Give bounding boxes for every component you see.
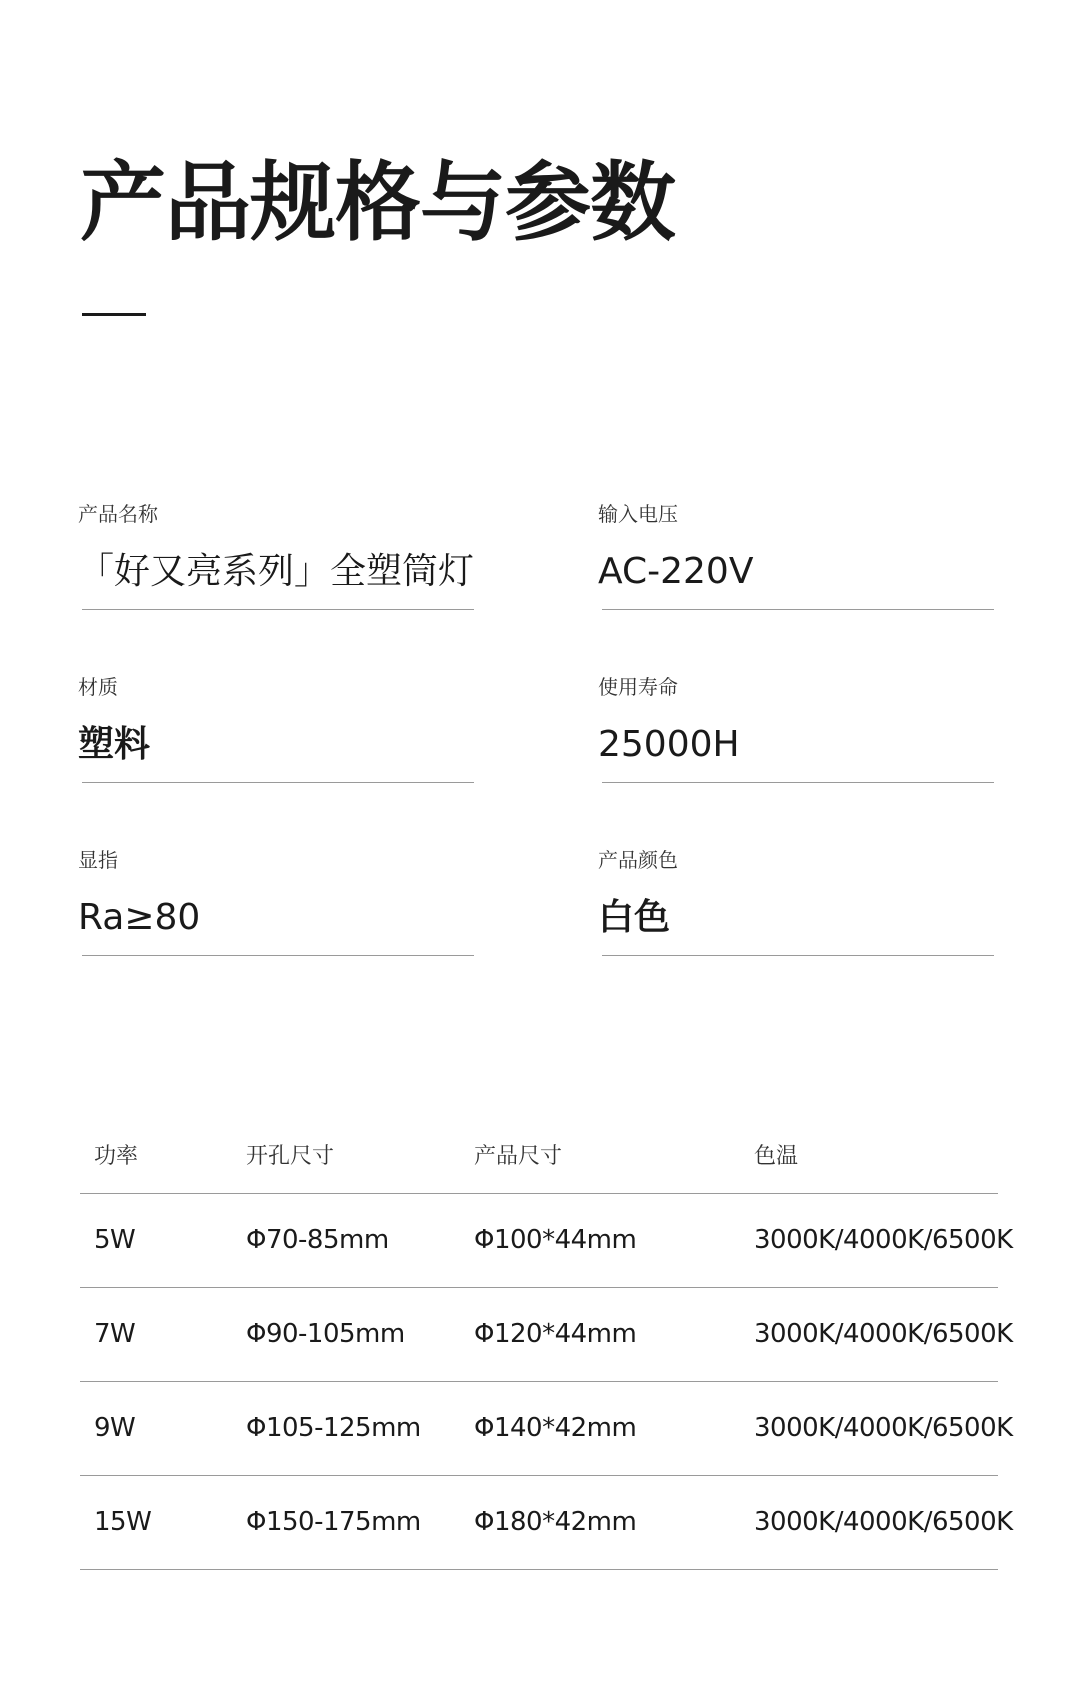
cell-product-size: Φ120*44mm xyxy=(474,1319,637,1349)
spec-input-voltage xyxy=(598,502,998,594)
cell-product-size: Φ100*44mm xyxy=(474,1225,637,1255)
spec-value: Ra≥80 xyxy=(78,897,201,938)
cell-product-size: Φ180*42mm xyxy=(474,1507,637,1537)
cell-color-temperature: 3000K/4000K/6500K xyxy=(754,1507,1013,1537)
cell-cutout-size: Φ90-105mm xyxy=(246,1319,405,1349)
spec-divider xyxy=(602,782,994,783)
table-row xyxy=(80,1382,1013,1476)
table-header-row xyxy=(80,1140,998,1194)
spec-label: 材质 xyxy=(78,675,118,699)
header-power: 功率 xyxy=(94,1144,139,1169)
spec-material xyxy=(78,675,478,767)
cell-product-size: Φ140*42mm xyxy=(474,1413,637,1443)
spec-label: 使用寿命 xyxy=(598,675,678,699)
table-row xyxy=(80,1476,1013,1570)
spec-divider xyxy=(602,609,994,610)
cell-cutout-size: Φ70-85mm xyxy=(246,1225,389,1255)
title-underline xyxy=(82,313,146,316)
table-row xyxy=(80,1194,1013,1288)
spec-product-color xyxy=(598,848,998,940)
cell-power: 9W xyxy=(94,1413,136,1443)
cell-power: 7W xyxy=(94,1319,136,1349)
spec-value: 25000H xyxy=(598,724,740,765)
spec-value: 「好又亮系列」全塑筒灯 xyxy=(78,551,475,592)
table-row xyxy=(80,1288,1013,1382)
cell-color-temperature: 3000K/4000K/6500K xyxy=(754,1319,1013,1349)
spec-divider xyxy=(82,955,474,956)
cell-power: 5W xyxy=(94,1225,136,1255)
spec-product-name xyxy=(78,502,478,594)
spec-divider xyxy=(82,609,474,610)
spec-label: 产品名称 xyxy=(78,502,158,526)
model-spec-table xyxy=(80,1140,1013,1570)
spec-label: 产品颜色 xyxy=(598,848,678,872)
spec-cri xyxy=(78,848,478,940)
header-product-size: 产品尺寸 xyxy=(474,1144,563,1169)
spec-divider xyxy=(602,955,994,956)
cell-power: 15W xyxy=(94,1507,152,1537)
header-color-temperature: 色温 xyxy=(754,1144,799,1169)
spec-value: 白色 xyxy=(598,897,671,938)
cell-cutout-size: Φ105-125mm xyxy=(246,1413,421,1443)
spec-divider xyxy=(82,782,474,783)
spec-lifespan xyxy=(598,675,998,767)
spec-value: 塑料 xyxy=(78,724,151,765)
spec-value: AC-220V xyxy=(598,551,754,592)
cell-color-temperature: 3000K/4000K/6500K xyxy=(754,1413,1013,1443)
page-title: 产品规格与参数 xyxy=(80,153,675,253)
header-cutout-size: 开孔尺寸 xyxy=(246,1144,335,1169)
spec-label: 显指 xyxy=(78,848,118,872)
cell-color-temperature: 3000K/4000K/6500K xyxy=(754,1225,1013,1255)
spec-label: 输入电压 xyxy=(598,502,678,526)
cell-cutout-size: Φ150-175mm xyxy=(246,1507,421,1537)
